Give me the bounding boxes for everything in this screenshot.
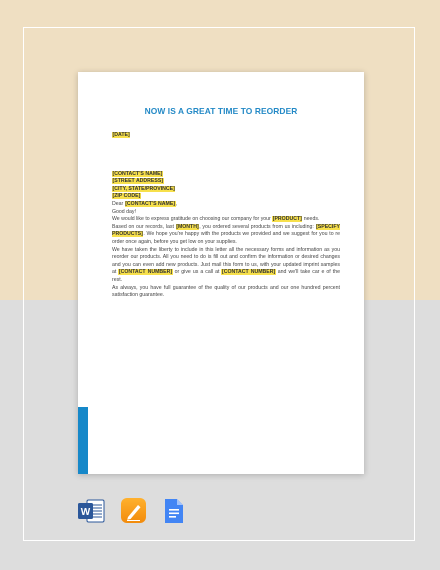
product-placeholder: [PRODUCT] (272, 216, 302, 223)
paragraph-4: As always, you have full guarantee of the quality of our products and our one hundred percent satisfaction guarantee. (112, 284, 340, 299)
letter-body (112, 132, 340, 300)
salutation-suffix: , (175, 200, 177, 207)
zip-code-placeholder: [ZIP CODE] (112, 193, 141, 200)
contact-number-placeholder-1: [CONTACT NUMBER] (118, 269, 173, 276)
svg-text:W: W (80, 507, 91, 518)
p2-text-2: , you ordered several products from us including: (199, 223, 316, 230)
address-block (112, 171, 340, 201)
date-line (112, 132, 340, 140)
document-page (78, 72, 364, 474)
greeting: Good day! (112, 208, 136, 215)
salutation-name-placeholder: [CONTACT'S NAME] (125, 200, 176, 207)
street-address-placeholder: [STREET ADDRESS] (112, 178, 164, 185)
p3-text-3: and we'll take car e of the rest. (112, 269, 340, 283)
p3-text-2: or give us a call at (172, 269, 222, 276)
paragraph-2 (112, 224, 340, 247)
pages-icon[interactable] (120, 497, 147, 525)
p2-text-3: . We hope you're happy with the products we provided and we suggest for you to re order once again, before you get low on your supplies. (112, 231, 340, 245)
paragraph-1 (112, 216, 340, 224)
p2-text-1: Based on our records, last (112, 223, 176, 230)
city-state-placeholder: [CITY, STATE/PROVINCE] (112, 185, 175, 192)
contact-number-placeholder-2: [CONTACT NUMBER] (221, 269, 276, 276)
p3-text-1: We have taken the liberty to include in this letter all the necessary forms and information as you reorder our products. All you need to do is fill out and confirm the information or desired changes and you can even add new products. Just mail this form to us, with your updated imprint samples at (112, 246, 340, 276)
google-docs-icon[interactable] (160, 497, 187, 525)
salutation (112, 201, 340, 209)
contact-name-placeholder: [CONTACT'S NAME] (112, 170, 163, 177)
p1-text-1: We would like to express gratitude on choosing our company for your (112, 216, 273, 223)
paragraph-3 (112, 247, 340, 285)
month-placeholder: [MONTH] (176, 223, 199, 230)
date-placeholder: [DATE] (112, 132, 130, 138)
accent-bar (78, 407, 88, 474)
salutation-prefix: Dear (112, 200, 125, 207)
word-icon[interactable] (78, 497, 105, 525)
document-title: NOW IS A GREAT TIME TO REORDER (144, 106, 298, 116)
specify-products-placeholder: [SPECIFY PRODUCTS] (112, 223, 340, 238)
p1-text-2: needs. (302, 216, 320, 223)
